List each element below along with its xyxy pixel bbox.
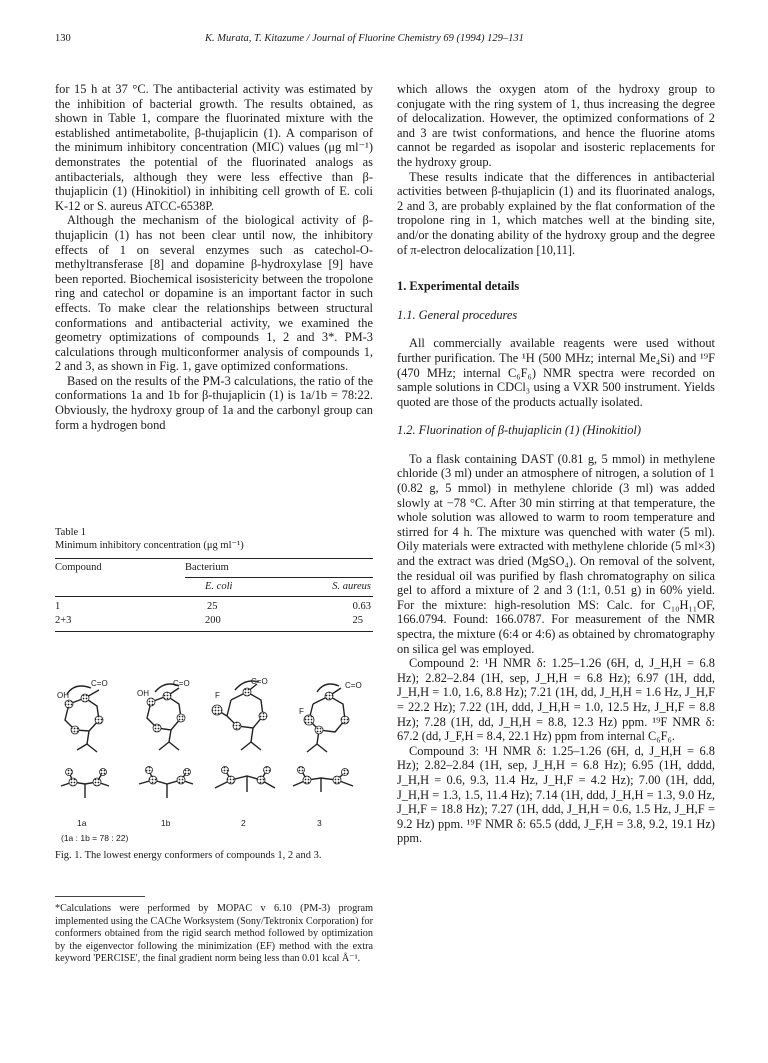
label-f-3: F — [299, 707, 304, 716]
left-paragraph-1: for 15 h at 37 °C. The antibacterial activity was estimated by the inhibition of bacterial growth. The results obtained, as shown in Table 1, compare the fluorinated mixture with the established antimetabolite, β-thujaplicin (1). A comparison of the minimum inhibitory concentration (MIC) values (μg ml⁻¹) demonstrates the potential of the fluorinated analogs as antibacterials, although they were less effective than β-thujaplicin (1) (Hinokitiol) in inhibiting cell growth of E. coli K-12 or S. aureus ATCC-6538P. — [55, 82, 373, 213]
right-column — [397, 82, 715, 846]
right-paragraph-6: Compound 3: ¹H NMR δ: 1.25–1.26 (6H, d, J_H,H = 6.8 Hz); 2.82–2.84 (1H, sep, J_H,H = 6.8 Hz); 6.95 (1H, dddd, J_H,H = 0.6, 9.3, 11.4 Hz, J_H,F = 4.2 Hz); 7.00 (1H, ddd, J_H,H = 1.3, 1.5, 11.4 Hz); 7.14 (1H, ddd, J_H,H = 1.3, 9.0 Hz, J_H,F = 18.8 Hz); 7.27 (1H, ddd, J_H,H = 0.6, 1.5 Hz, J_H,F = 9.2 Hz) ppm. ¹⁹F NMR δ: 65.5 (ddd, J_F,H = 3.8, 9.2, 19.1 Hz) ppm. — [397, 743, 715, 846]
table-cell-compound: 2+3 — [55, 615, 72, 626]
table-1 — [55, 526, 373, 632]
running-head: K. Murata, T. Kitazume / Journal of Fluorine Chemistry 69 (1994) 129–131 — [205, 33, 524, 44]
conformer-2-top-view — [217, 681, 263, 750]
table-label: Table 1 — [55, 527, 87, 538]
table-header-saureus: S. aureus — [332, 581, 371, 592]
label-3: 3 — [317, 818, 322, 828]
label-co-2: C=O — [251, 677, 268, 686]
right-paragraph-3: All commercially available reagents were used without further purification. The ¹H (500 MHz; internal Me₄Si) and ¹⁹F (470 MHz; internal C₆F₆) NMR spectra were recorded on sample solutions in CDCl₃ using a VXR 500 instrument. Yields quoted are those of the products actually isolated. — [397, 336, 715, 409]
table-cell-saureus: 0.63 — [352, 601, 371, 612]
subsection-heading-2: 1.2. Fluorination of β-thujaplicin (1) (Hinokitiol) — [397, 423, 641, 438]
table-cell-saureus: 25 — [352, 615, 363, 626]
right-paragraph-1: which allows the oxygen atom of the hydroxy group to conjugate with the ring system of 1, thus increasing the degree of delocalization. However, the optimized conformations of 2 and 3 are twist conformations, and hence the fluorine atoms cannot be regarded as isopolar and isosteric replacements for the hydroxy group. — [397, 82, 715, 169]
conformer-1a-side-view — [61, 772, 109, 798]
table-header-bacterium: Bacterium — [185, 562, 229, 573]
left-paragraph-2: Although the mechanism of the biological activity of β-thujaplicin (1) has not been clear until now, the inhibitory effects of 1 on several enzymes such as catechol-O-methyltransferase [8] and dopamine β-hydroxylase [9] have been reported. Biochemical isosistericity between the tropolone ring and catechol or dopamine is an important factor in such effects. To make clear the relationships between structural conformations and antibacterial activity, we examined the geometry optimizations of compounds 1, 2 and 3*. PM-3 calculations through multiconformer analysis of compounds 1, 2 and 3, as shown in Fig. 1, gave optimized conformations. — [55, 213, 373, 374]
table-bottom-rule — [55, 631, 373, 632]
right-paragraph-5: Compound 2: ¹H NMR δ: 1.25–1.26 (6H, d, J_H,H = 6.8 Hz); 2.82–2.84 (1H, sep, J_H,H = 6.8 Hz); 6.97 (1H, ddd, J_H,H = 1.0, 1.6, 8.8 Hz); 7.21 (1H, dd, J_H,H = 1.6 Hz, J_H,F = 22.2 Hz); 7.22 (1H, ddd, J_H,H = 1.0, 12.5 Hz, J_H,F = 8.8 Hz); 7.28 (1H, dd, J_H,H = 8.8, 12.3 Hz) ppm. ¹⁹F NMR δ: 67.2 (dd, J_F,H = 8.4, 22.1 Hz) ppm from internal C₆F₆. — [397, 656, 715, 744]
section-heading: 1. Experimental details — [397, 279, 520, 294]
right-paragraph-2: These results indicate that the differences in antibacterial activities between β-thujaplicin (1) and its fluorinated analogs, 2 and 3, are probably explained by the flat conformation of the tropolone ring in 1, which matches well at the binding site, and/or the donating ability of the hydroxy group and the degree of π-electron delocalization [10,11]. — [397, 169, 715, 257]
footnote-text: *Calculations were performed by MOPAC v 6.10 (PM-3) program implemented using the CAChe Worksystem (Sony/Tektronix Corporation) for conformers obtained from the rigid search method followed by optimization by the eigenvector following the minimization (EF) method with the extra keyword 'PERCISE', the final gradient norm being less than 0.01 kcal Å⁻¹. — [55, 903, 373, 965]
label-co-3: C=O — [345, 681, 362, 690]
figure-caption: Fig. 1. The lowest energy conformers of compounds 1, 2 and 3. — [55, 850, 322, 861]
table-row — [55, 600, 373, 614]
footnote-rule — [55, 896, 145, 897]
table-title: Minimum inhibitory concentration (μg ml⁻¹) — [55, 540, 244, 551]
label-co-1b: C=O — [173, 679, 190, 688]
left-paragraph-3: Based on the results of the PM-3 calculations, the ratio of the conformations 1a and 1b for β-thujaplicin (1) is 1a/1b = 78:22. Obviously, the hydroxy group of 1a and the carbonyl group can form a hydrogen bond — [55, 373, 373, 432]
label-oh-1a: OH — [57, 691, 69, 700]
label-co-1a: C=O — [91, 679, 108, 688]
label-1a: 1a — [77, 818, 87, 828]
label-1b: 1b — [161, 818, 171, 828]
footnote — [55, 896, 373, 966]
page-number: 130 — [55, 33, 71, 44]
table-cell-ecoli: 25 — [207, 601, 218, 612]
molecular-conformers-figure — [55, 676, 373, 846]
table-cell-ecoli: 200 — [205, 615, 221, 626]
left-column — [55, 82, 373, 432]
table-header-ecoli: E. coli — [205, 581, 233, 592]
page-header — [55, 33, 715, 49]
label-f-2: F — [215, 691, 220, 700]
label-oh-1b: OH — [137, 689, 149, 698]
subsection-heading-1: 1.1. General procedures — [397, 307, 518, 322]
label-2: 2 — [241, 818, 246, 828]
table-header-compound: Compound — [55, 562, 102, 573]
label-ratio: (1a : 1b = 78 : 22) — [61, 833, 129, 843]
right-paragraph-4: To a flask containing DAST (0.81 g, 5 mmol) in methylene chloride (3 ml) under an atmosphere of nitrogen, a solution of 1 (0.82 g, 5 mmol) in methylene chloride (3 ml) was added slowly at −78 °C. After 30 min stirring at that temperature, the whole solution was allowed to warm to room temperature and stirred for 4 h. The mixture was quenched with water (5 ml). Oily materials were extracted with methylene chloride (5 ml×3) and the extract was dried (MgSO₄). On removal of the solvent, the residual oil was purified by flash chromatography on silica gel to afford a mixture of 2 and 3 (1:1, 0.51 g) in 60% yield. For the mixture: high-resolution MS: Calc. for C₁₀H₁₁OF, 166.0794. Found: 166.0787. For measurement of the NMR spectra, the mixture (6:4 or 4:6) as obtained by chromatography on silica gel was employed. — [397, 451, 715, 656]
table-cell-compound: 1 — [55, 601, 61, 612]
table-row — [55, 614, 373, 628]
